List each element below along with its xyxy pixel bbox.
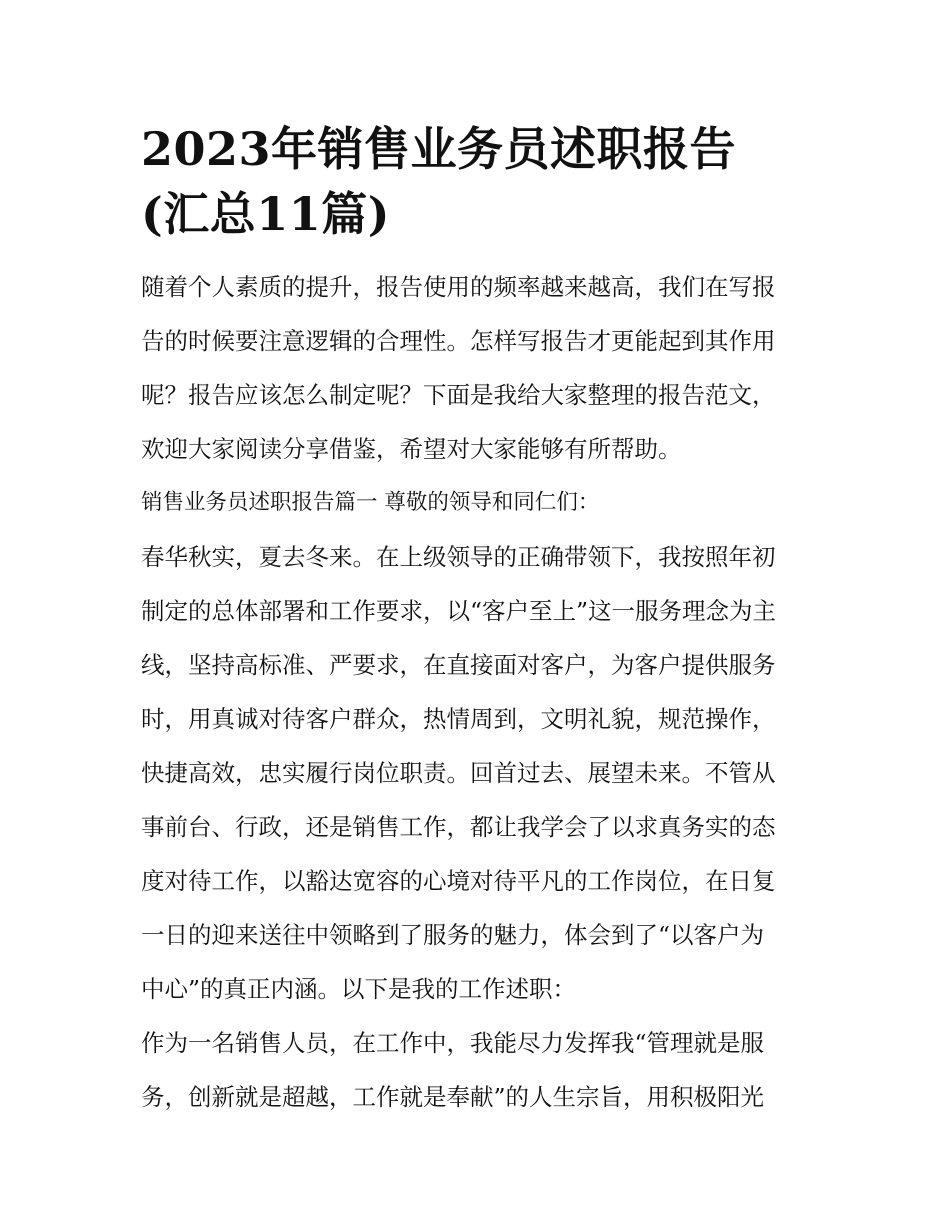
document-body: [141, 260, 816, 1124]
text-line: 呢？报告应该怎么制定呢？下面是我给大家整理的报告范文，: [141, 381, 776, 409]
text-line: 线，坚持高标准、严要求，在直接面对客户，为客户提供服务: [141, 651, 776, 679]
text-line: 随着个人素质的提升，报告使用的频率越来越高，我们在写报: [141, 273, 776, 301]
text-line: 欢迎大家阅读分享借鉴，希望对大家能够有所帮助。: [141, 435, 682, 463]
document-title: [141, 118, 816, 245]
text-line: 春华秋实，夏去冬来。在上级领导的正确带领下，我按照年初: [141, 543, 776, 571]
intro-paragraph: [141, 260, 816, 476]
title-line: 2023年销售业务员述职报告: [141, 122, 737, 176]
title-line: (汇总11篇): [141, 187, 391, 241]
text-line: 制定的总体部署和工作要求，以“客户至上”这一服务理念为主: [141, 597, 777, 625]
text-line: 度对待工作，以豁达宽容的心境对待平凡的工作岗位，在日复: [141, 867, 776, 895]
section-heading-paragraph: [141, 476, 816, 530]
text-line: 时，用真诚对待客户群众，热情周到，文明礼貌，规范操作，: [141, 705, 776, 733]
text-line: 事前台、行政，还是销售工作，都让我学会了以求真务实的态: [141, 813, 776, 841]
text-line: 中心”的真正内涵。以下是我的工作述职：: [141, 975, 577, 1003]
text-line: 销售业务员述职报告篇一 尊敬的领导和同仁们：: [141, 490, 600, 515]
text-line: 快捷高效，忠实履行岗位职责。回首过去、展望未来。不管从: [141, 759, 776, 787]
body-paragraph: [141, 1016, 816, 1124]
text-line: 作为一名销售人员，在工作中，我能尽力发挥我“管理就是服: [141, 1029, 765, 1057]
text-line: 告的时候要注意逻辑的合理性。怎样写报告才更能起到其作用: [141, 327, 776, 355]
text-line: 务，创新就是超越，工作就是奉献”的人生宗旨，用积极阳光: [141, 1083, 765, 1111]
document-content: [141, 118, 816, 1124]
text-line: 一日的迎来送往中领略到了服务的魅力，体会到了“以客户为: [141, 921, 765, 949]
body-paragraph: [141, 530, 816, 1016]
